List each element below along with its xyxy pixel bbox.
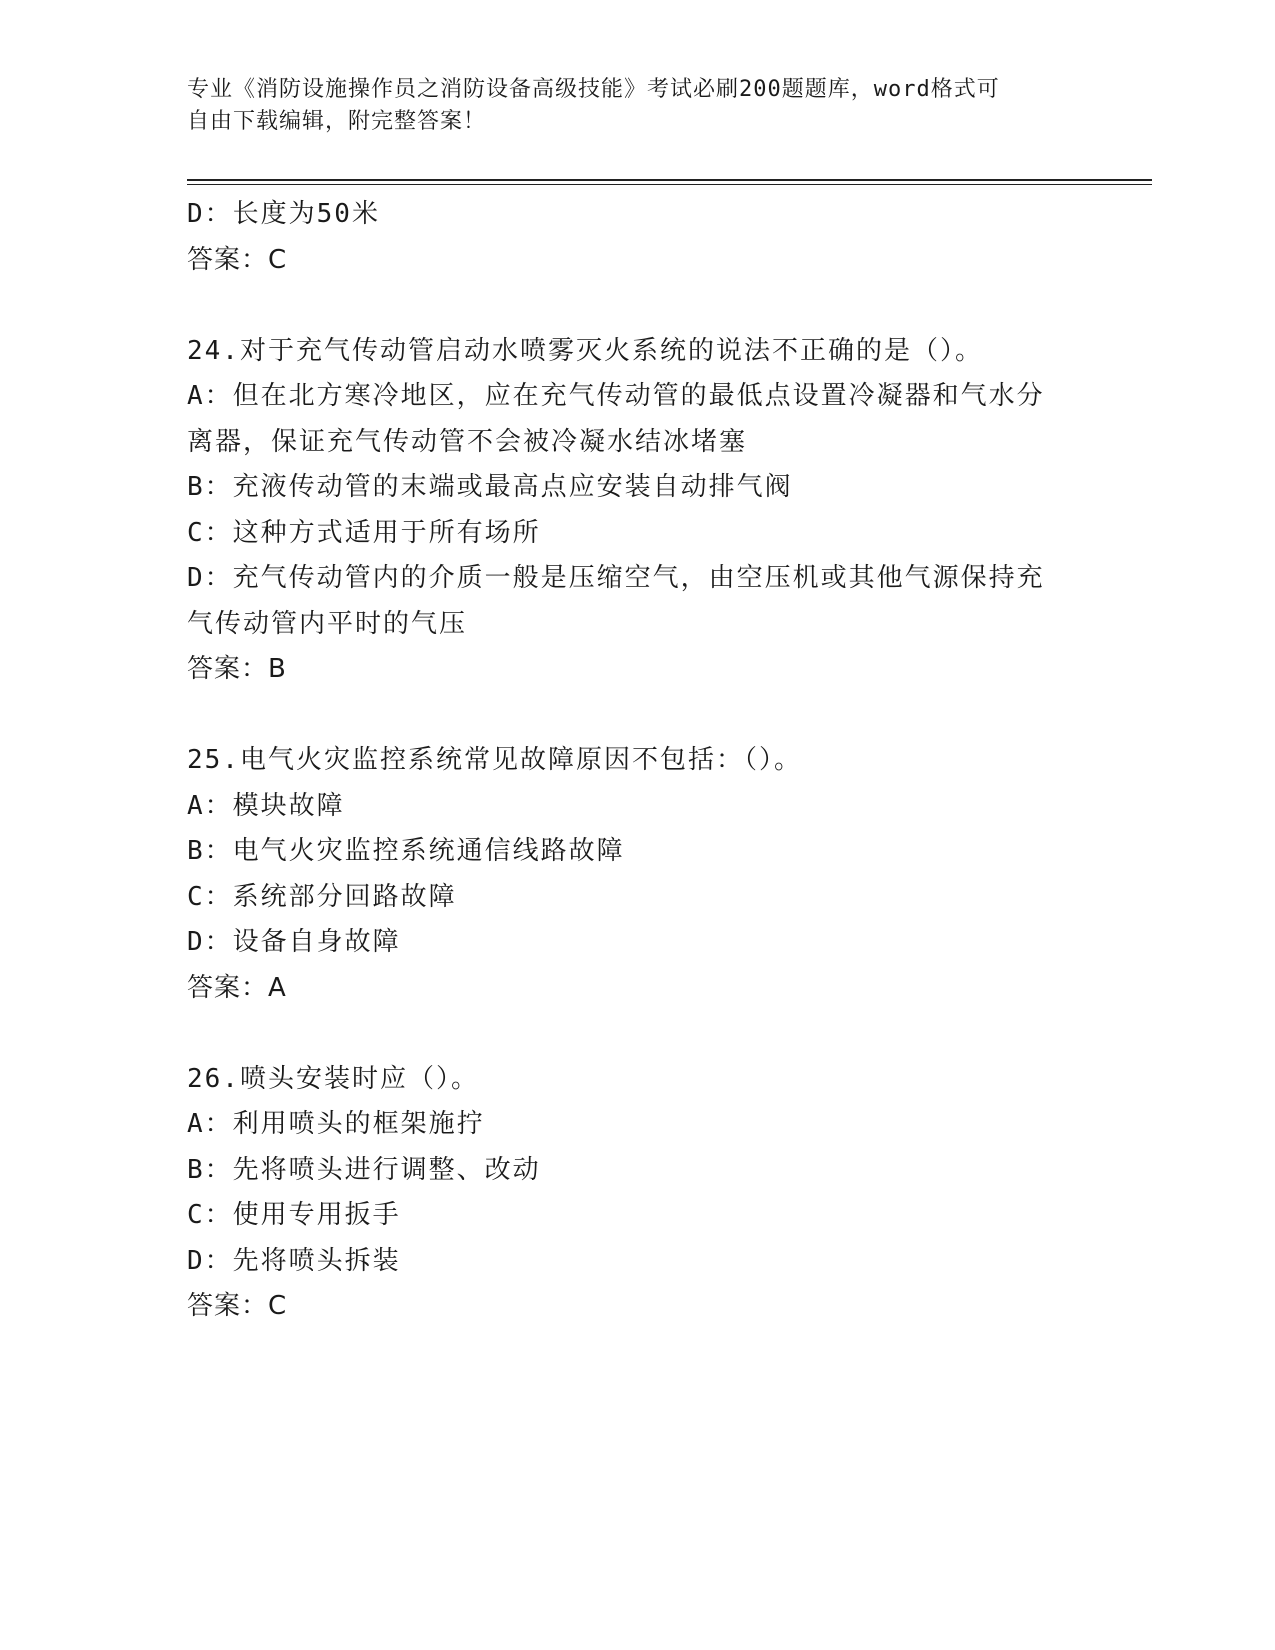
header-divider-top <box>187 179 1152 181</box>
question-stem: 26.喷头安装时应（）。 <box>187 1063 479 1094</box>
question-24 <box>187 329 1087 693</box>
question-25 <box>187 738 1087 1011</box>
option-b: B：先将喷头进行调整、改动 <box>187 1154 541 1185</box>
answer: 答案：A <box>187 972 287 1003</box>
option-d: D：设备自身故障 <box>187 927 401 957</box>
question-stem: 24.对于充气传动管启动水喷雾灭火系统的说法不正确的是（）。 <box>187 335 983 366</box>
spacer <box>187 693 1087 739</box>
option-d: D：充气传动管内的介质一般是压缩空气，由空压机或其他气源保持充 <box>187 563 1045 593</box>
spacer <box>187 283 1087 329</box>
option-a: A：利用喷头的框架施拧 <box>187 1109 485 1139</box>
option-a-continued: 离器，保证充气传动管不会被冷凝水结冰堵塞 <box>187 426 748 457</box>
option-d-continued: 气传动管内平时的气压 <box>187 608 468 639</box>
option-c: C：这种方式适用于所有场所 <box>187 517 541 548</box>
option-a: A：但在北方寒冷地区，应在充气传动管的最低点设置冷凝器和气水分 <box>187 381 1045 411</box>
prev-option-d: D：长度为50米 <box>187 199 380 229</box>
header-line-2: 自由下载编辑，附完整答案！ <box>187 109 487 134</box>
document-header <box>187 74 1087 138</box>
option-d: D：先将喷头拆装 <box>187 1245 401 1276</box>
option-c: C：系统部分回路故障 <box>187 881 457 912</box>
option-a: A：模块故障 <box>187 790 345 821</box>
question-stem: 25.电气火灾监控系统常见故障原因不包括：（）。 <box>187 745 802 775</box>
option-c: C：使用专用扳手 <box>187 1200 401 1230</box>
question-26 <box>187 1057 1087 1330</box>
header-line-1: 专业《消防设施操作员之消防设备高级技能》考试必刷200题题库，word格式可 <box>187 77 1000 102</box>
option-b: B：充液传动管的末端或最高点应安装自动排气阀 <box>187 472 793 502</box>
question-list <box>187 192 1087 1330</box>
spacer <box>187 1011 1087 1057</box>
header-divider-bottom <box>187 184 1152 185</box>
answer: 答案：C <box>187 1291 288 1321</box>
option-b: B：电气火灾监控系统通信线路故障 <box>187 836 625 866</box>
answer: 答案：B <box>187 654 287 684</box>
prev-answer: 答案：C <box>187 244 288 275</box>
